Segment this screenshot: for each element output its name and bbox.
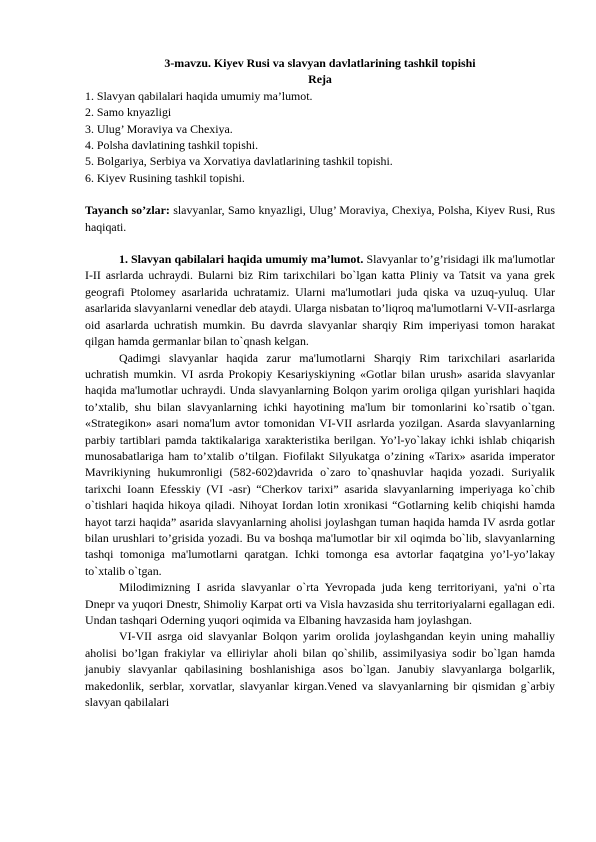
keywords-paragraph <box>85 202 555 235</box>
body-paragraph <box>85 350 555 580</box>
plan-item: 2. Samo knyazligi <box>85 105 172 120</box>
plan-item: 3. Ulug’ Moraviya va Chexiya. <box>85 121 233 136</box>
body-paragraph <box>85 579 555 628</box>
plan-item: 5. Bolgariya, Serbiya va Xorvatiya davlatlarining tashkil topishi. <box>85 154 393 169</box>
plan-item: 6. Kiyev Rusining tashkil topishi. <box>85 170 245 185</box>
document-title: 3-mavzu. Kiyev Rusi va slavyan davlatlarining tashkil topishi <box>164 56 476 70</box>
body-paragraph <box>85 251 555 349</box>
plan-item: 1. Slavyan qabilalari haqida umumiy ma’lumot. <box>85 88 313 103</box>
paragraph-text: Milodimizning I asrida slavyanlar o`rta Yevropada juda keng territoriyani, ya'ni o`rta Dnepr va yuqori Dnestr, Shimoliy Karpat orti va Visla havzasida shu territoriyalarni egallagan edi. Undan tashqari Oderning yuqori oqimida va Elbaning havzasida ham joylashgan. <box>85 580 555 627</box>
document-page <box>85 55 555 710</box>
plan-list <box>85 88 555 186</box>
plan-item: 4. Polsha davlatining tashkil topishi. <box>85 138 259 153</box>
plan-heading: Reja <box>308 72 332 87</box>
paragraph-text: Qadimgi slavyanlar haqida zarur ma'lumotlarni Sharqiy Rim tarixchilari asarlarida uchratish mumkin. VI asrda Prokopiy Kesariyskiyning «Gotlar bilan urush» asarida slavyanlar haqida ma'lumotlar uchraydi. Unda slavyanlarning Bolqon yarim oroliga qilgan yurishlari haqida to’xtalib, shu bilan slavyanlarning ichki hayotining ma'lum bir tomonlarini ko`rsatib o`tgan. «Strategikon» asari noma'lum avtor tomonidan VI-VII asrlarda yozilgan. Asarda slavyanlarning parbiy tartiblari pamda taktikalariga xarakteristika berilgan. Yo’l-yo`lakay ichki ishlab chiqarish munosabatlariga ham to’xtalib o’tilgan. Fiofilakt Silyukatga o’zining «Tarix» asarida imperator Mavrikiyning hukumronligi (582-602)davrida o`zaro to`qnashuvlar haqida yozadi. Suriyalik tarixchi Ioann Efesskiy (VI -asr) “Cherkov tarixi” asarida slavyanlarning imperiyaga ko`chib o`tishlari haqida hikoya qiladi. Nihoyat Iordan lotin xronikasi “Gotlarning kelib chiqishi hamda hayot tarzi haqida” asarida slavyanlarning aholisi joylashgan tuman haqida hamda IV asrda gotlar bilan urushlari to’grisida yozadi. Bu va boshqa ma'lumotlar bir xil oqimda bo`lib, slavyanlarning tashqi tomoniga ma'lumotlarni qaratgan. Ichki tomonga esa avtorlar faqatgina yo’l-yo’lakay to`xtalib o`tgan. <box>85 350 555 578</box>
paragraph-text: Slavyanlar to’g’risidagi ilk ma'lumotlar I-II asrlarda uchraydi. Bularni biz Rim tarixchilari bo`lgan katta Pliniy va Tatsit va yana grek geografi Ptolomey asarlarida uchratamiz. Ularni ma'lumotlari juda qiska va uzuq-yuluq. Ular asarlarida slavyanlarni venedlar deb ataydi. Ularga nisbatan to’liqroq ma'lumotlarni V-VII-asrlarga oid asarlarda uchratish mumkin. Bu davrda slavyanlar sharqiy Rim imperiyasi tomon harakat qilgan hamda germanlar bilan to`qnash kelgan. <box>85 252 556 349</box>
body-paragraph <box>85 628 555 710</box>
section-heading: 1. Slavyan qabilalari haqida umumiy ma’lumot. <box>119 252 364 267</box>
keywords-text: slavyanlar, Samo knyazligi, Ulug’ Moraviya, Chexiya, Polsha, Kiyev Rusi, Rus haqiqati. <box>85 203 555 234</box>
section-gap <box>85 235 555 251</box>
paragraph-text: VI-VII asrga oid slavyanlar Bolqon yarim orolida joylashgandan keyin uning mahalliy aholisi bo’lgan frakiylar va elliriylar aholi bilan qo`shilib, assimilyasiya sodir bo`lgan hamda janubiy slavyanlar qabilasining boshlanishiga asos bo`lgan. Janubiy slavyanlarga bolgarlik, makedonlik, serblar, xorvatlar, slavyanlar kirgan.Vened va slavyanlarning bir qismidan g`arbiy slavyan qabilalari <box>85 629 555 710</box>
keywords-label: Tayanch so’zlar: <box>85 203 170 218</box>
